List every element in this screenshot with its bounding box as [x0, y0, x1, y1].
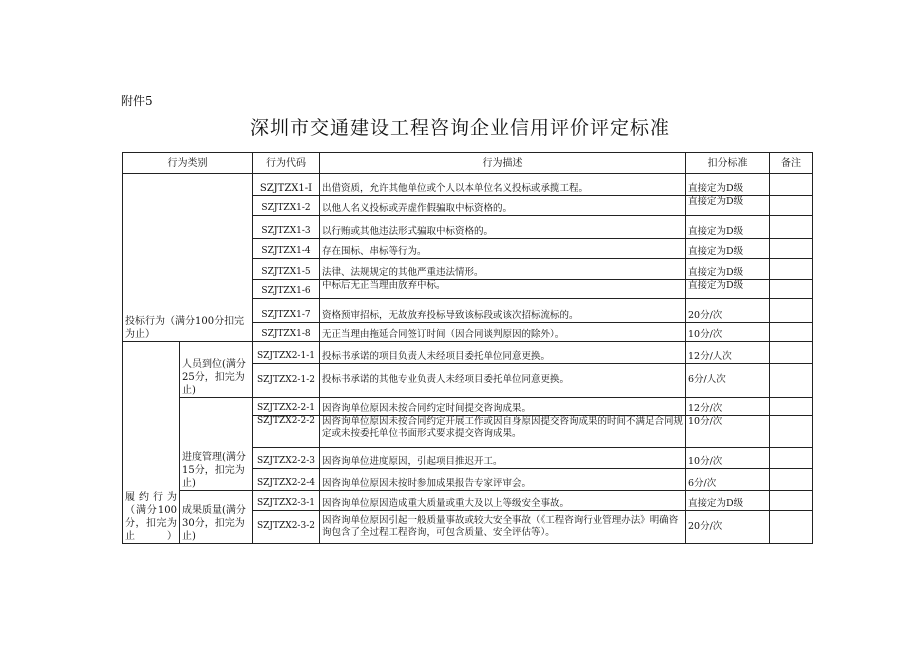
table-row — [123, 398, 813, 416]
remarks-cell — [770, 491, 813, 511]
behavior-code: SZJTZX2-2-3 — [253, 448, 320, 469]
behavior-description: 因咨询单位原因未按合同约定时间提交咨询成果。 — [320, 398, 686, 416]
category-bidding: 投标行为（满分100分扣完为止） — [123, 174, 253, 342]
deduction-standard: 直接定为D级 — [686, 259, 770, 280]
table-row — [123, 174, 813, 196]
deduction-standard: 20分/次 — [686, 511, 770, 544]
table-header-row — [123, 153, 813, 174]
behavior-code: SZJTZX1-3 — [253, 216, 320, 239]
behavior-code: SZJTZX2-2-2 — [253, 416, 320, 448]
behavior-description: 无正当理由拖延合同签订时间（因合同谈判原因的除外）。 — [320, 323, 686, 342]
behavior-code: SZJTZX1-I — [253, 174, 320, 196]
remarks-cell — [770, 196, 813, 216]
evaluation-standard-table — [122, 152, 813, 544]
behavior-description: 以他人名义投标或弄虚作假骗取中标资格的。 — [320, 196, 686, 216]
behavior-description: 因咨询单位原因未按合同约定开展工作或因自身原因提交咨询成果的时间不满足合同规定或未按委托单位书面形式要求提交咨询成果。 — [320, 416, 686, 448]
behavior-description: 因咨询单位原因引起一般质量事故或较大安全事故（《工程咨询行业管理办法》明确咨询包含了全过程工程咨询，可包含质量、安全评估等）。 — [320, 511, 686, 544]
behavior-description: 资格预审招标，无故放弃投标导致该标段或该次招标流标的。 — [320, 299, 686, 323]
behavior-code: SZJTZX1-4 — [253, 239, 320, 259]
deduction-standard: 12分/次 — [686, 398, 770, 416]
deduction-standard: 直接定为D级 — [686, 491, 770, 511]
behavior-code: SZJTZX1-6 — [253, 280, 320, 299]
remarks-cell — [770, 259, 813, 280]
behavior-description: 法律、法规规定的其他严重违法情形。 — [320, 259, 686, 280]
deduction-standard: 直接定为D级 — [686, 216, 770, 239]
remarks-cell — [770, 174, 813, 196]
behavior-code: SZJTZX1-5 — [253, 259, 320, 280]
behavior-description: 投标书承诺的其他专业负责人未经项目委托单位同意更换。 — [320, 364, 686, 398]
behavior-code: SZJTZX2-1-2 — [253, 364, 320, 398]
deduction-standard: 12分/人次 — [686, 342, 770, 364]
remarks-cell — [770, 299, 813, 323]
remarks-cell — [770, 239, 813, 259]
document-title: 深圳市交通建设工程咨询企业信用评价评定标准 — [249, 117, 670, 139]
deduction-standard: 直接定为D级 — [686, 239, 770, 259]
behavior-description: 投标书承诺的项目负责人未经项目委托单位同意更换。 — [320, 342, 686, 364]
deduction-standard: 直接定为D级 — [686, 280, 770, 299]
table-row — [123, 491, 813, 511]
remarks-cell — [770, 280, 813, 299]
behavior-code: SZJTZX2-2-1 — [253, 398, 320, 416]
deduction-standard: 直接定为D级 — [686, 174, 770, 196]
deduction-standard: 20分/次 — [686, 299, 770, 323]
remarks-cell — [770, 364, 813, 398]
remarks-cell — [770, 398, 813, 416]
behavior-code: SZJTZX1-8 — [253, 323, 320, 342]
behavior-code: SZJTZX1-2 — [253, 196, 320, 216]
header-remarks: 备注 — [770, 153, 813, 174]
deduction-standard: 10分/次 — [686, 323, 770, 342]
header-deduction: 扣分标准 — [686, 153, 770, 174]
behavior-code: SZJTZX2-2-4 — [253, 469, 320, 491]
deduction-standard: 6分/次 — [686, 469, 770, 491]
subcategory-personnel: 人员到位(满分25分，扣完为止) — [180, 342, 253, 398]
remarks-cell — [770, 416, 813, 448]
header-category: 行为类别 — [123, 153, 253, 174]
behavior-description: 以行贿或其他违法形式骗取中标资格的。 — [320, 216, 686, 239]
header-code: 行为代码 — [253, 153, 320, 174]
behavior-code: SZJTZX1-7 — [253, 299, 320, 323]
remarks-cell — [770, 342, 813, 364]
deduction-standard: 10分/次 — [686, 448, 770, 469]
remarks-cell — [770, 469, 813, 491]
behavior-description: 出借资质，允许其他单位或个人以本单位名义投标或承揽工程。 — [320, 174, 686, 196]
header-description: 行为描述 — [320, 153, 686, 174]
remarks-cell — [770, 511, 813, 544]
attachment-label: 附件5 — [121, 94, 153, 108]
behavior-description: 因咨询单位进度原因，引起项目推迟开工。 — [320, 448, 686, 469]
category-performance: 履约行为（满分100分，扣完为止） — [123, 342, 180, 544]
behavior-code: SZJTZX2-1-1 — [253, 342, 320, 364]
deduction-standard: 6分/人次 — [686, 364, 770, 398]
subcategory-schedule: 进度管理(满分15分，扣完为止) — [180, 398, 253, 491]
behavior-description: 因咨询单位原因未按时参加成果报告专家评审会。 — [320, 469, 686, 491]
behavior-code: SZJTZX2-3-1 — [253, 491, 320, 511]
deduction-standard: 直接定为D级 — [686, 196, 770, 216]
behavior-description: 中标后无正当理由放弃中标。 — [320, 280, 686, 299]
behavior-code: SZJTZX2-3-2 — [253, 511, 320, 544]
table-row — [123, 342, 813, 364]
behavior-description: 因咨询单位原因造成重大质量或重大及以上等级安全事故。 — [320, 491, 686, 511]
behavior-description: 存在围标、串标等行为。 — [320, 239, 686, 259]
remarks-cell — [770, 216, 813, 239]
deduction-standard: 10分/次 — [686, 416, 770, 448]
remarks-cell — [770, 448, 813, 469]
subcategory-quality: 成果质量(满分30分，扣完为止) — [180, 491, 253, 544]
remarks-cell — [770, 323, 813, 342]
